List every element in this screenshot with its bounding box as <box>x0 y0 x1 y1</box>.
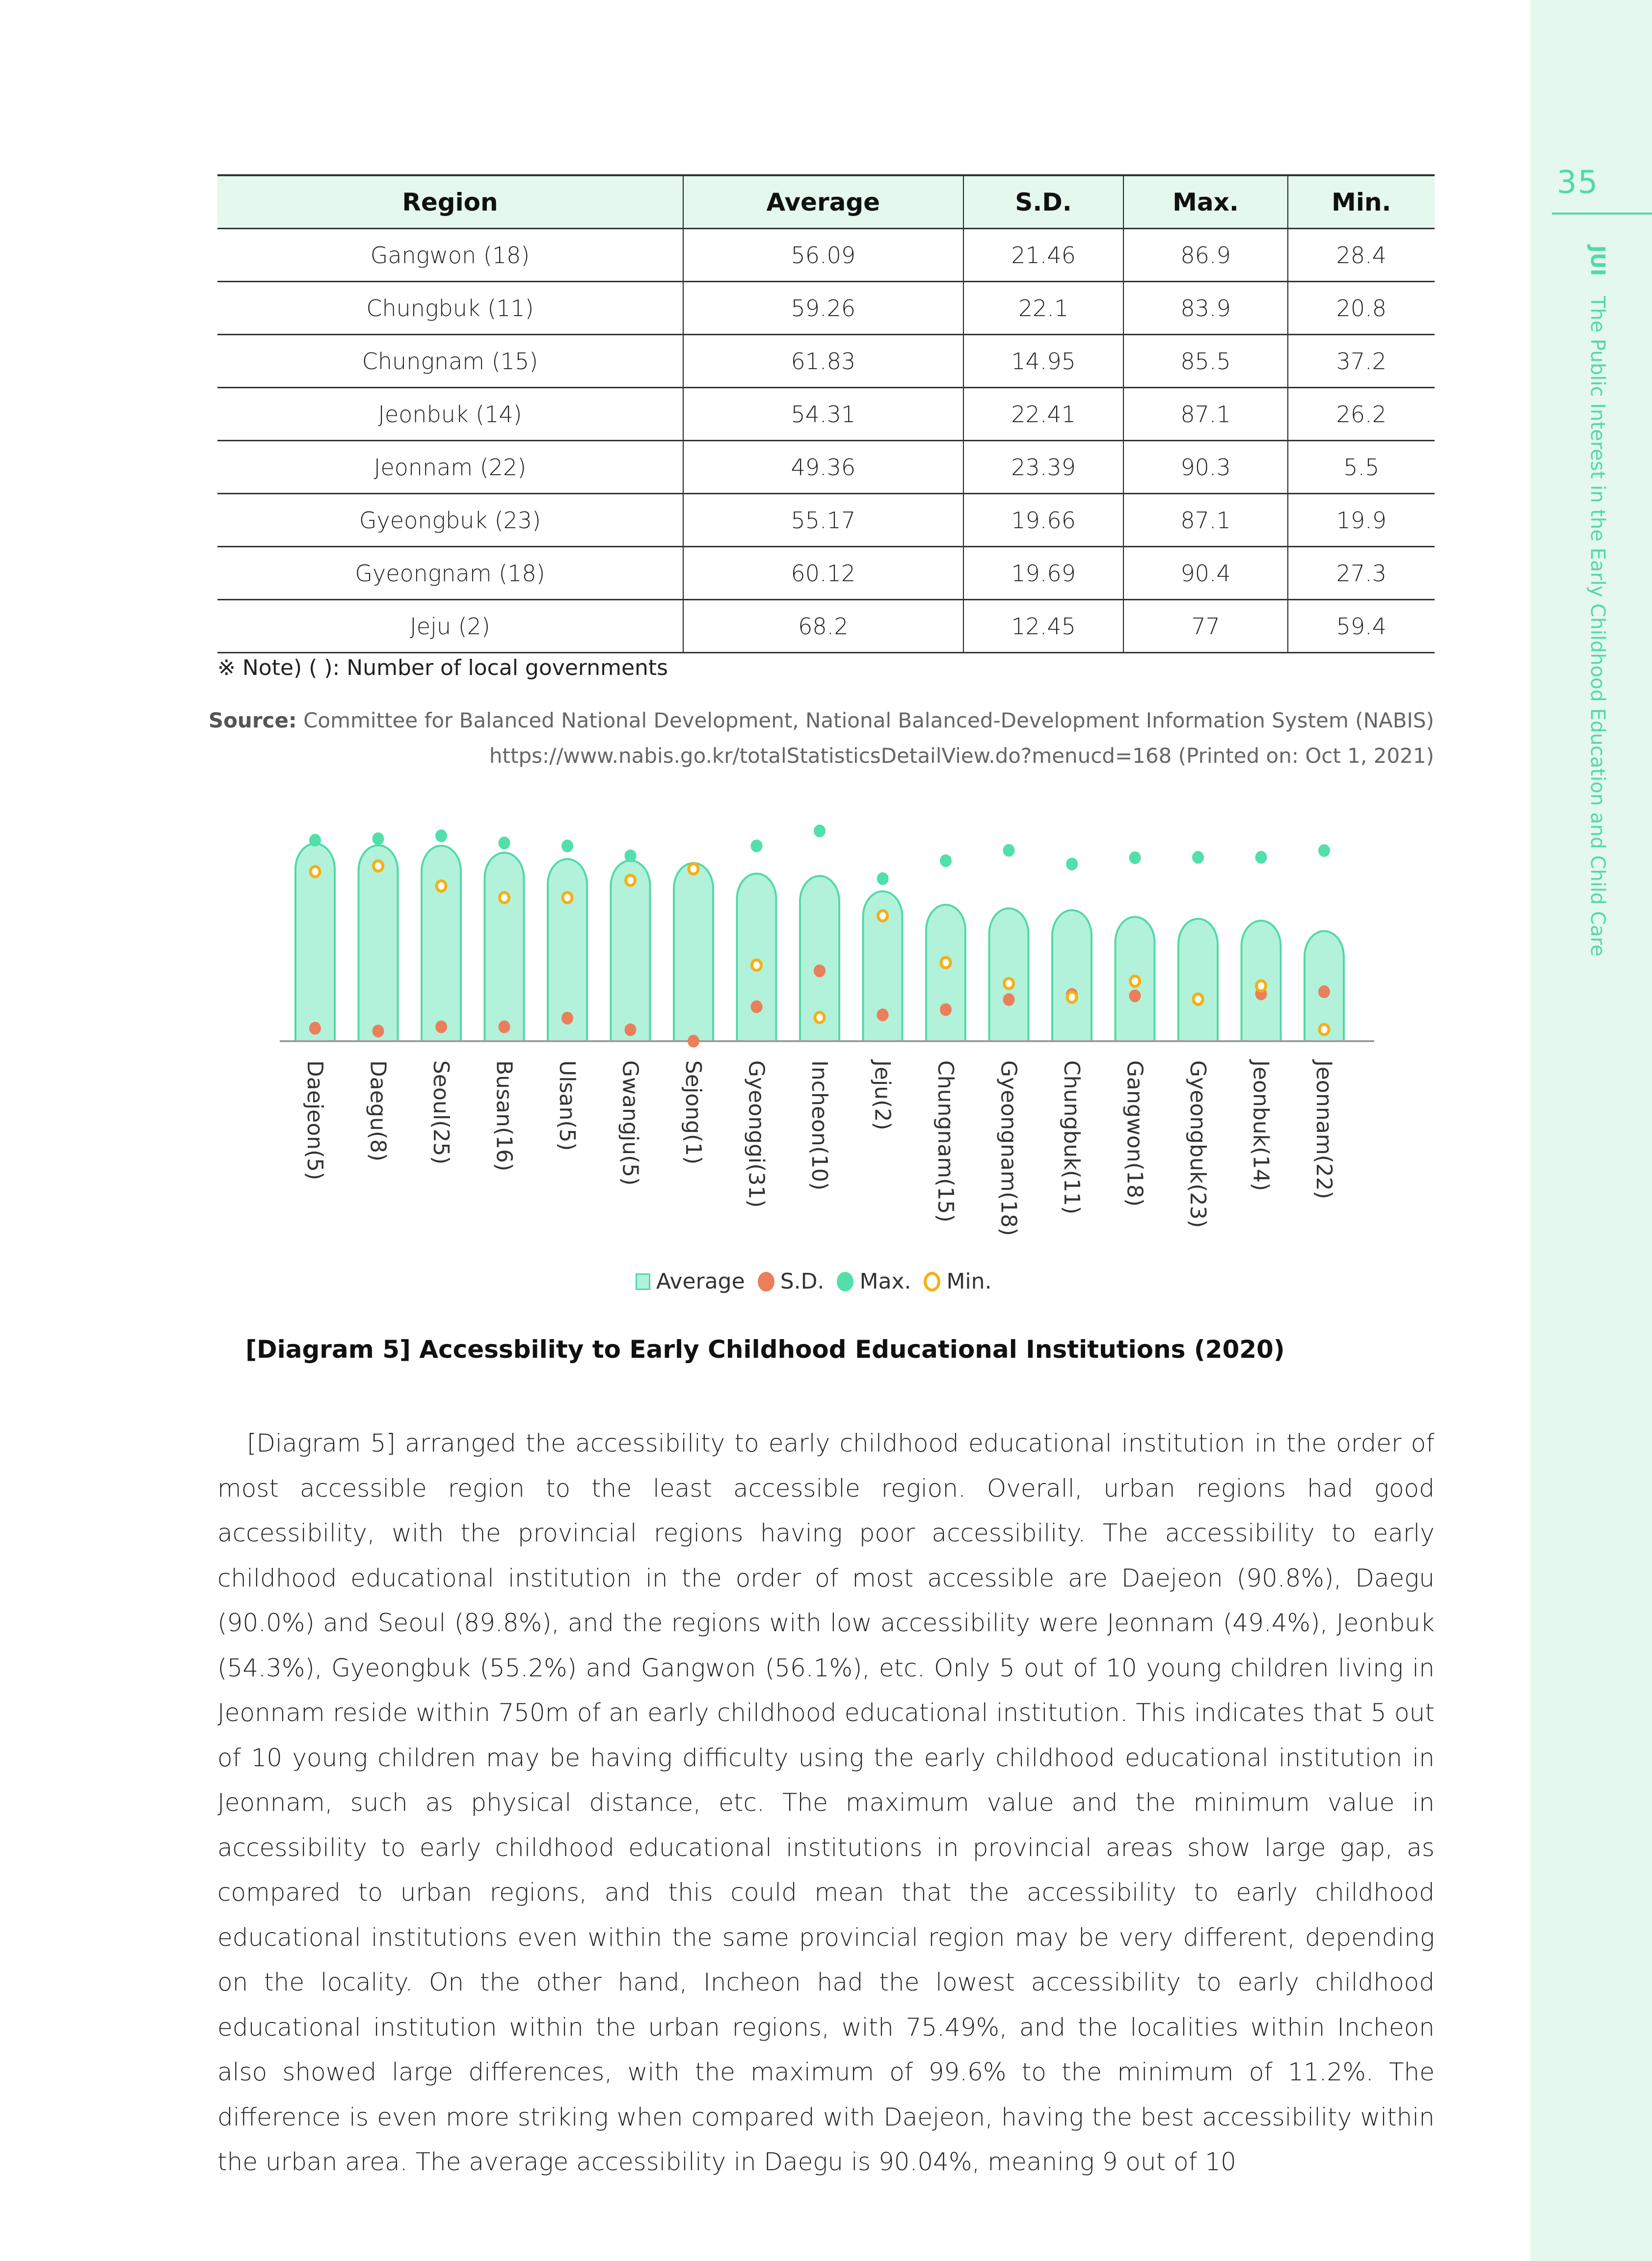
max-point <box>373 833 384 845</box>
max-point <box>877 872 889 885</box>
header-region: Region <box>217 175 683 229</box>
legend-swatch-sd <box>758 1272 774 1292</box>
max-point <box>625 849 637 862</box>
max-point <box>561 839 573 852</box>
sd-point <box>309 1022 321 1035</box>
cell-sd: 22.41 <box>963 388 1124 441</box>
sd-point <box>435 1021 447 1033</box>
table-source <box>209 703 1434 774</box>
cell-min: 37.2 <box>1288 335 1435 388</box>
header-average: Average <box>683 175 963 229</box>
cell-min: 5.5 <box>1288 441 1435 494</box>
x-tick-label: Gangwon(18) <box>1122 1060 1147 1207</box>
cell-max: 86.9 <box>1123 229 1287 282</box>
sd-point <box>1003 993 1015 1006</box>
average-bar <box>359 845 398 1041</box>
max-point <box>1129 851 1141 864</box>
table-row <box>217 229 1435 282</box>
legend-item-max <box>837 1269 911 1294</box>
sd-point <box>814 965 826 977</box>
legend-label-min: Min. <box>946 1269 992 1294</box>
cell-region: Chungbuk (11) <box>217 282 683 335</box>
cell-sd: 14.95 <box>963 335 1124 388</box>
cell-min: 59.4 <box>1288 600 1435 653</box>
min-point <box>1320 1024 1329 1035</box>
min-point <box>815 1012 825 1023</box>
sd-point <box>688 1035 699 1048</box>
sd-point <box>561 1012 573 1024</box>
x-tick-label: Jeonnam(22) <box>1311 1060 1336 1199</box>
cell-region: Jeju (2) <box>217 600 683 653</box>
x-tick-label: Gyeongnam(18) <box>996 1060 1021 1236</box>
sd-point <box>1318 985 1330 998</box>
header-sd: S.D. <box>963 175 1124 229</box>
average-bar <box>989 908 1029 1041</box>
max-point <box>814 825 826 837</box>
cell-average: 49.36 <box>683 441 963 494</box>
max-point <box>1318 844 1330 857</box>
cell-average: 60.12 <box>683 547 963 600</box>
source-line <box>209 703 1434 738</box>
cell-max: 87.1 <box>1123 388 1287 441</box>
cell-min: 28.4 <box>1288 229 1435 282</box>
cell-region: Jeonnam (22) <box>217 441 683 494</box>
table-row <box>217 388 1435 441</box>
running-title-text: The Public Interest in the Early Childhood Education and Child Care <box>1586 296 1609 957</box>
page-number-rule <box>1552 213 1652 215</box>
table-row <box>217 441 1435 494</box>
legend-label-max: Max. <box>859 1269 911 1294</box>
cell-average: 61.83 <box>683 335 963 388</box>
max-point <box>1255 851 1267 863</box>
legend-item-sd <box>758 1269 825 1294</box>
cell-max: 87.1 <box>1123 494 1287 547</box>
cell-max: 90.3 <box>1123 441 1287 494</box>
cell-sd: 19.69 <box>963 547 1124 600</box>
cell-min: 19.9 <box>1288 494 1435 547</box>
min-point <box>1067 992 1077 1002</box>
average-bar <box>737 874 776 1041</box>
x-tick-label: Chungbuk(11) <box>1059 1060 1084 1214</box>
average-bar <box>422 846 461 1041</box>
x-tick-label: Incheon(10) <box>807 1060 832 1191</box>
legend-item-average <box>636 1269 745 1294</box>
table-row <box>217 494 1435 547</box>
body-text <box>217 1421 1435 2185</box>
running-title <box>1586 245 1609 957</box>
max-point <box>435 830 447 842</box>
sd-point <box>373 1024 384 1037</box>
average-bar <box>485 853 524 1041</box>
header-min: Min. <box>1288 175 1435 229</box>
table-row <box>217 282 1435 335</box>
x-tick-label: Daejeon(5) <box>302 1060 327 1181</box>
cell-average: 68.2 <box>683 600 963 653</box>
x-tick-label: Daegu(8) <box>365 1060 391 1162</box>
sd-point <box>751 1000 763 1013</box>
min-point <box>563 892 572 903</box>
max-point <box>499 836 510 849</box>
legend-swatch-min <box>924 1272 940 1292</box>
cell-average: 55.17 <box>683 494 963 547</box>
max-point <box>1066 858 1078 870</box>
table-note: ※ Note) ( ): Number of local governments <box>217 655 668 680</box>
min-point <box>1004 978 1013 989</box>
x-tick-label: Gyeongbuk(23) <box>1185 1060 1210 1228</box>
min-point <box>1130 976 1140 986</box>
sd-point <box>625 1023 637 1036</box>
average-bar <box>1052 910 1092 1041</box>
x-tick-label: Seoul(25) <box>428 1060 453 1165</box>
cell-max: 85.5 <box>1123 335 1287 388</box>
min-point <box>752 960 761 970</box>
cell-min: 27.3 <box>1288 547 1435 600</box>
cell-region: Gyeongnam (18) <box>217 547 683 600</box>
min-point <box>689 864 698 874</box>
cell-region: Gangwon (18) <box>217 229 683 282</box>
x-tick-label: Ulsan(5) <box>555 1060 580 1151</box>
min-point <box>878 911 887 921</box>
max-point <box>1003 844 1015 857</box>
cell-average: 59.26 <box>683 282 963 335</box>
legend-swatch-max <box>837 1272 853 1292</box>
min-point <box>941 958 951 968</box>
region-stats-table <box>217 174 1435 653</box>
legend-item-min <box>924 1269 991 1294</box>
source-url: https://www.nabis.go.kr/totalStatisticsDetailView.do?menucd=168 (Printed on: Oct 1, 2021) <box>489 744 1434 768</box>
min-point <box>1194 994 1203 1004</box>
diagram-caption: [Diagram 5] Accessbility to Early Childhood Educational Institutions (2020) <box>245 1335 1285 1364</box>
average-bar <box>1178 919 1218 1041</box>
journal-brand: JUI <box>1586 245 1609 276</box>
cell-max: 77 <box>1123 600 1287 653</box>
legend-swatch-average <box>636 1273 650 1290</box>
x-tick-label: Chungnam(15) <box>933 1060 958 1223</box>
table-row <box>217 335 1435 388</box>
x-tick-label: Sejong(1) <box>681 1060 706 1165</box>
max-point <box>751 839 763 852</box>
min-point <box>500 892 509 903</box>
cell-max: 83.9 <box>1123 282 1287 335</box>
source-text: Committee for Balanced National Development, National Balanced-Development Information System (NABIS) <box>296 708 1434 732</box>
cell-sd: 19.66 <box>963 494 1124 547</box>
cell-sd: 23.39 <box>963 441 1124 494</box>
x-axis-labels <box>275 1060 1384 1237</box>
max-point <box>309 834 321 847</box>
average-bar <box>611 861 650 1041</box>
header-max: Max. <box>1123 175 1287 229</box>
cell-sd: 22.1 <box>963 282 1124 335</box>
cell-average: 56.09 <box>683 229 963 282</box>
x-tick-label: Busan(16) <box>491 1060 517 1172</box>
cell-region: Gyeongbuk (23) <box>217 494 683 547</box>
body-paragraph: [Diagram 5] arranged the accessibility to early childhood educational institution in the order of most accessible region to the least accessible region. Overall, urban regions had good accessibility, with the provincial regions having poor accessibility. The accessibility to early childhood educational institution in the order of most accessible are Daejeon (90.8%), Daegu (90.0%) and Seoul (89.8%), and the regions with low accessibility were Jeonnam (49.4%), Jeonbuk (54.3%), Gyeongbuk (55.2%) and Gangwon (56.1%), etc. Only 5 out of 10 young children living in Jeonnam reside within 750m of an early childhood educational institution. This indicates that 5 out of 10 young children may be having difficulty using the early childhood educational institution in Jeonnam, such as physical distance, etc. The maximum value and the minimum value in accessibility to early childhood educational institutions in provincial areas show large gap, as compared to urban regions, and this could mean that the accessibility to early childhood educational institutions even within the same provincial region may be very different, depending on the locality. On the other hand, Incheon had the lowest accessibility to early childhood educational institution within the urban regions, with 75.49%, and the localities within Incheon also showed large differences, with the maximum of 99.6% to the minimum of 11.2%. The difference is even more striking when compared with Daejeon, having the best accessibility within the urban area. The average accessibility in Daegu is 90.04%, meaning 9 out of 10 <box>217 1429 1435 2176</box>
x-tick-label: Gwangju(5) <box>617 1060 643 1186</box>
min-point <box>437 881 446 891</box>
table-body <box>217 229 1435 653</box>
source-label: Source: <box>208 708 297 732</box>
max-point <box>940 854 952 867</box>
sd-point <box>1129 990 1141 1002</box>
x-tick-label: Jeju(2) <box>870 1060 895 1130</box>
legend-label-sd: S.D. <box>780 1269 825 1294</box>
cell-min: 20.8 <box>1288 282 1435 335</box>
legend-label-average: Average <box>656 1269 745 1294</box>
cell-min: 26.2 <box>1288 388 1435 441</box>
min-point <box>1256 981 1266 991</box>
cell-average: 54.31 <box>683 388 963 441</box>
sd-point <box>940 1003 952 1016</box>
min-point <box>626 875 635 886</box>
sd-point <box>499 1021 510 1033</box>
min-point <box>373 861 383 871</box>
cell-sd: 12.45 <box>963 600 1124 653</box>
cell-region: Chungnam (15) <box>217 335 683 388</box>
x-tick-label: Gyeonggi(31) <box>744 1060 769 1208</box>
table-row <box>217 600 1435 653</box>
average-bar <box>674 863 713 1041</box>
cell-region: Jeonbuk (14) <box>217 388 683 441</box>
table-header-row <box>217 175 1435 229</box>
page-number: 35 <box>1557 164 1599 201</box>
x-tick-label: Jeonbuk(14) <box>1248 1060 1274 1191</box>
max-point <box>1192 851 1204 863</box>
accessibility-chart <box>275 815 1384 1060</box>
average-bar <box>926 905 965 1041</box>
sd-point <box>877 1008 889 1021</box>
cell-sd: 21.46 <box>963 229 1124 282</box>
table-row <box>217 547 1435 600</box>
min-point <box>311 866 320 877</box>
cell-max: 90.4 <box>1123 547 1287 600</box>
chart-legend <box>636 1269 992 1294</box>
